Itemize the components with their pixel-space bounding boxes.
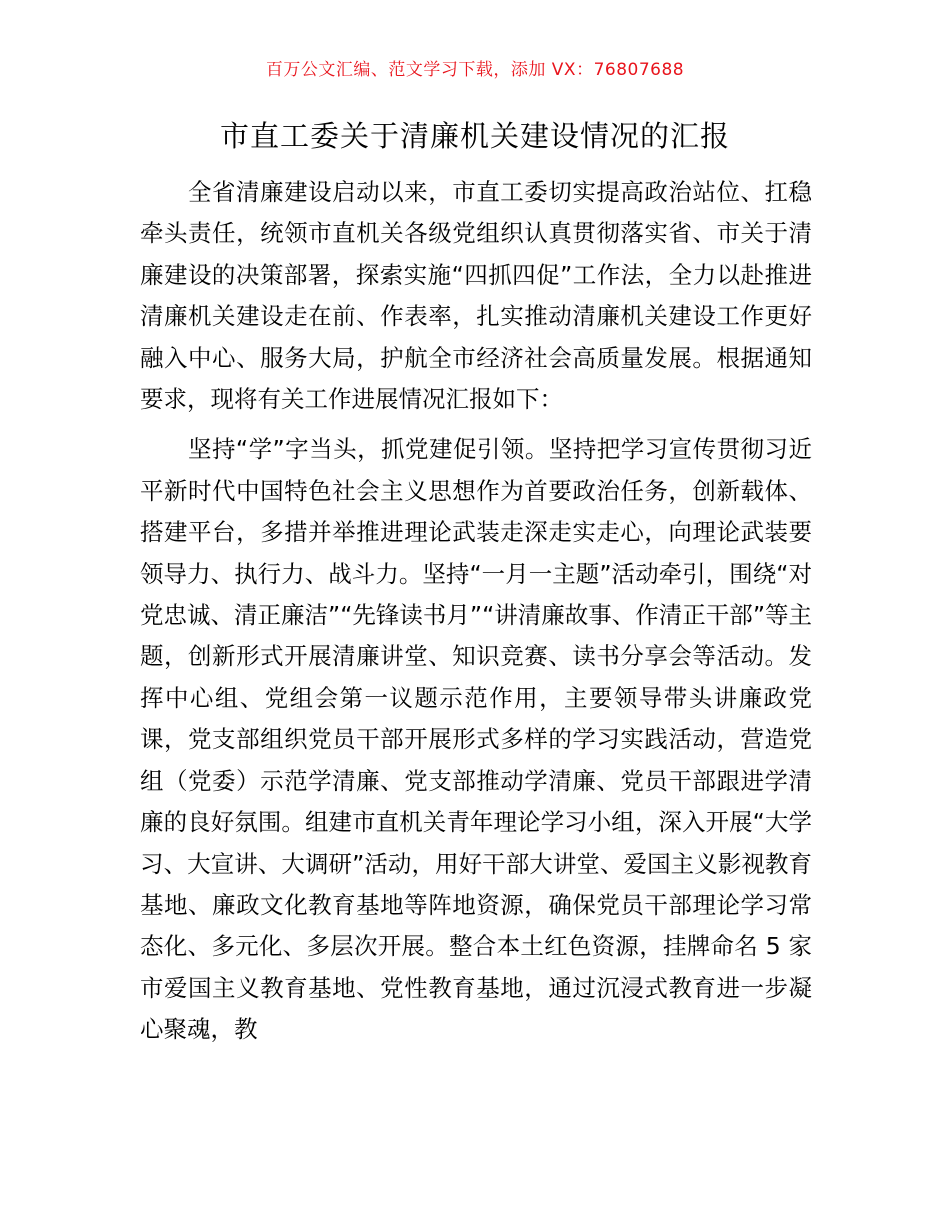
paragraph-study-leadership: 坚持“学”字当头，抓党建促引领。坚持把学习宣传贯彻习近平新时代中国特色社会主义思想作为首要政治任务，创新载体、搭建平台，多措并举推进理论武装走深走实走心，向理论武装要领导力、执行力、战斗力。坚持“一月一主题”活动牵引，围绕“对党忠诚、清正廉洁”“先锋读书月”“讲清廉故事、作清正干部”等主题，创新形式开展清廉讲堂、知识竞赛、读书分享会等活动。发挥中心组、党组会第一议题示范作用，主要领导带头讲廉政党课，党支部组织党员干部开展形式多样的学习实践活动，营造党组（党委）示范学清廉、党支部推动学清廉、党员干部跟进学清廉的良好氛围。组建市直机关青年理论学习小组，深入开展“大学习、大宣讲、大调研”活动，用好干部大讲堂、爱国主义影视教育基地、廉政文化教育基地等阵地资源，确保党员干部理论学习常态化、多元化、多层次开展。整合本土红色资源，挂牌命名 5 家市爱国主义教育基地、党性教育基地，通过沉浸式教育进一步凝心聚魂，教 [140, 435, 812, 1044]
document-body [140, 172, 812, 1051]
document-title: 市直工委关于清廉机关建设情况的汇报 [219, 119, 730, 153]
paragraph-intro: 全省清廉建设启动以来，市直工委切实提高政治站位、扛稳牵头责任，统领市直机关各级党组织认真贯彻落实省、市关于清廉建设的决策部署，探索实施“四抓四促”工作法，全力以赴推进清廉机关建设走在前、作表率，扎实推动清廉机关建设工作更好融入中心、服务大局，护航全市经济社会高质量发展。根据通知要求，现将有关工作进展情况汇报如下： [140, 178, 812, 414]
watermark-header: 百万公文汇编、范文学习下载，添加 VX：76807688 [265, 60, 685, 80]
